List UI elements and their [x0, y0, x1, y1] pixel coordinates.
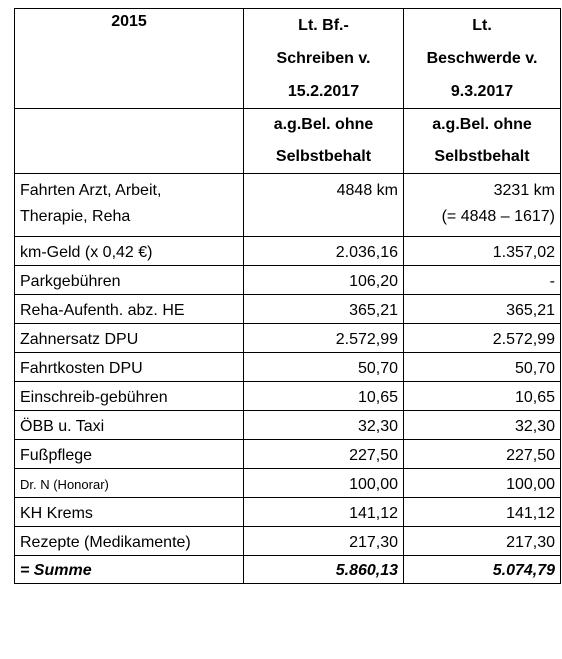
row-label: km-Geld (x 0,42 €): [15, 237, 244, 266]
cell-beschwerde: 227,50: [404, 440, 561, 469]
header-line: Beschwerde v.: [426, 50, 538, 67]
row-label: Parkgebühren: [15, 266, 244, 295]
row-label: Dr. N (Honorar): [15, 469, 244, 498]
cell-beschwerde: 217,30: [404, 527, 561, 556]
cell-beschwerde: 1.357,02: [404, 237, 561, 266]
subheader-line: Selbstbehalt: [434, 148, 530, 165]
header-row: [15, 9, 561, 109]
header-line: Lt.: [472, 17, 492, 34]
table-row: [15, 353, 561, 382]
table-row-sum: [15, 556, 561, 584]
row-label: Rezepte (Medikamente): [15, 527, 244, 556]
table-row: [15, 498, 561, 527]
column-header-bf-schreiben: [244, 9, 404, 109]
row-label: Fahrtkosten DPU: [15, 353, 244, 382]
cell-line: 3231 km: [493, 182, 555, 199]
table-row: [15, 440, 561, 469]
cell-beschwerde: 32,30: [404, 411, 561, 440]
subheader-row: [15, 109, 561, 174]
cell-bf-schreiben: 106,20: [244, 266, 404, 295]
header-line: 9.3.2017: [450, 83, 514, 100]
cell-bf-schreiben: 217,30: [244, 527, 404, 556]
cell-bf-schreiben: 100,00: [244, 469, 404, 498]
row-label: ÖBB u. Taxi: [15, 411, 244, 440]
table-body: [15, 237, 561, 556]
row-label: Einschreib-gebühren: [15, 382, 244, 411]
subheader-beschwerde: [404, 109, 561, 174]
row-label: Fußpflege: [15, 440, 244, 469]
table-row: [15, 324, 561, 353]
cell-bf-schreiben: 365,21: [244, 295, 404, 324]
cell-beschwerde: 10,65: [404, 382, 561, 411]
cell-beschwerde: [404, 174, 561, 237]
row-label-line: Therapie, Reha: [20, 208, 131, 225]
cell-bf-schreiben: 2.036,16: [244, 237, 404, 266]
header-line: Lt. Bf.-: [298, 17, 349, 34]
subheader-line: Selbstbehalt: [275, 148, 372, 165]
cell-line: (= 4848 – 1617): [441, 208, 555, 225]
subheader-empty: [15, 109, 244, 174]
row-label: [15, 174, 244, 237]
cell-bf-schreiben: 32,30: [244, 411, 404, 440]
row-label: Reha-Aufenth. abz. HE: [15, 295, 244, 324]
cell-beschwerde: 141,12: [404, 498, 561, 527]
header-line: Schreiben v.: [276, 50, 371, 67]
cell-beschwerde: 100,00: [404, 469, 561, 498]
cell-beschwerde: 50,70: [404, 353, 561, 382]
cell-beschwerde: -: [404, 266, 561, 295]
row-label-line: Fahrten Arzt, Arbeit,: [20, 182, 162, 199]
cell-bf-schreiben: 50,70: [244, 353, 404, 382]
table-row: [15, 411, 561, 440]
cell-bf-schreiben: 2.572,99: [244, 324, 404, 353]
table-row: [15, 237, 561, 266]
table-row-fahrten: [15, 174, 561, 237]
table-row: [15, 295, 561, 324]
table-row: [15, 382, 561, 411]
sum-bf-schreiben: 5.860,13: [244, 556, 404, 584]
column-header-beschwerde: [404, 9, 561, 109]
table-row: [15, 527, 561, 556]
subheader-bf-schreiben: [244, 109, 404, 174]
row-label: KH Krems: [15, 498, 244, 527]
header-line: 15.2.2017: [287, 83, 360, 100]
cell-bf-schreiben: 141,12: [244, 498, 404, 527]
sum-beschwerde: 5.074,79: [404, 556, 561, 584]
cell-bf-schreiben: 4848 km: [244, 174, 404, 237]
table-row: [15, 266, 561, 295]
row-label: Zahnersatz DPU: [15, 324, 244, 353]
expense-table: [14, 8, 561, 584]
cell-beschwerde: 2.572,99: [404, 324, 561, 353]
cell-bf-schreiben: 10,65: [244, 382, 404, 411]
year-header: 2015: [15, 9, 244, 109]
table-row: [15, 469, 561, 498]
cell-bf-schreiben: 227,50: [244, 440, 404, 469]
subheader-line: a.g.Bel. ohne: [432, 116, 532, 133]
cell-beschwerde: 365,21: [404, 295, 561, 324]
sum-label: = Summe: [15, 556, 244, 584]
subheader-line: a.g.Bel. ohne: [273, 116, 374, 133]
